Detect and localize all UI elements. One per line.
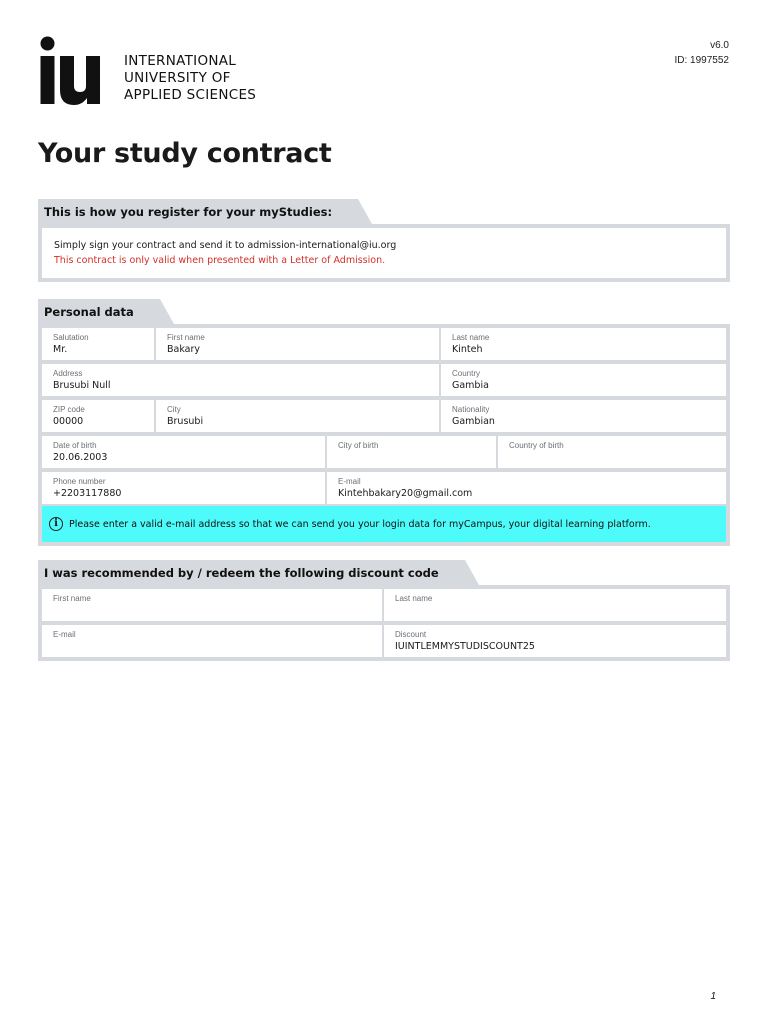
field-label: ZIP code <box>53 405 85 414</box>
field-label: E-mail <box>53 630 76 639</box>
personal-data-section <box>38 299 730 546</box>
register-instruction-text: Simply sign your contract and send it to admission-international@iu.org <box>54 240 397 251</box>
city-of-birth-field[interactable] <box>327 436 496 468</box>
referral-heading: I was recommended by / redeem the following discount code <box>38 560 465 585</box>
referrer-name-row <box>42 589 726 621</box>
logo-line: APPLIED SCIENCES <box>124 87 257 103</box>
nationality-field[interactable] <box>441 400 726 432</box>
email-info-banner <box>42 506 726 542</box>
country-of-birth-field[interactable] <box>498 436 726 468</box>
page-number: 1 <box>710 991 716 1002</box>
name-row <box>42 328 726 360</box>
validity-warning: This contract is only valid when presented with a Letter of Admission. <box>54 255 386 266</box>
referrer-contact-row <box>42 625 726 657</box>
document-meta <box>675 38 730 68</box>
university-logo <box>39 36 279 108</box>
field-value: Bakary <box>167 344 201 355</box>
last-name-field[interactable] <box>441 328 726 360</box>
address-field[interactable] <box>42 364 439 396</box>
country-field[interactable] <box>441 364 726 396</box>
field-label: First name <box>53 594 91 603</box>
logo-wordmark <box>124 53 256 104</box>
field-value: 20.06.2003 <box>53 452 108 463</box>
field-label: Last name <box>395 594 433 603</box>
field-label: Phone number <box>53 477 106 486</box>
field-value: +2203117880 <box>53 488 122 499</box>
first-name-field[interactable] <box>156 328 439 360</box>
field-label: Salutation <box>53 333 89 342</box>
register-instructions <box>42 228 726 278</box>
field-value: Brusubi Null <box>53 380 111 391</box>
date-of-birth-field[interactable] <box>42 436 325 468</box>
info-banner-text: Please enter a valid e-mail address so that we can send you your login data for myCampus, your digital learning platform. <box>69 518 651 530</box>
register-frame <box>38 224 730 282</box>
phone-number-field[interactable] <box>42 472 325 504</box>
field-value: Kintehbakary20@gmail.com <box>338 488 473 499</box>
discount-code-field[interactable] <box>384 625 726 657</box>
version-label: v6.0 <box>710 40 729 51</box>
field-label: First name <box>167 333 205 342</box>
location-row <box>42 400 726 432</box>
birth-row <box>42 436 726 468</box>
field-label: Date of birth <box>53 441 97 450</box>
field-label: City <box>167 405 181 414</box>
iu-logo-icon <box>39 36 111 106</box>
page-title: Your study contract <box>38 138 332 169</box>
field-value: IUINTLEMMYSTUDISCOUNT25 <box>395 641 535 652</box>
referrer-last-name-field[interactable] <box>384 589 726 621</box>
referral-frame <box>38 585 730 661</box>
zip-code-field[interactable] <box>42 400 154 432</box>
register-heading: This is how you register for your myStudies: <box>38 199 358 224</box>
field-label: Last name <box>452 333 490 342</box>
field-label: Country <box>452 369 481 378</box>
field-label: Country of birth <box>509 441 564 450</box>
referrer-first-name-field[interactable] <box>42 589 382 621</box>
field-value: Brusubi <box>167 416 204 427</box>
logo-line: UNIVERSITY OF <box>124 70 231 86</box>
field-value: Gambia <box>452 380 489 391</box>
document-id: ID: 1997552 <box>674 55 729 66</box>
email-field[interactable] <box>327 472 726 504</box>
contact-row <box>42 472 726 504</box>
field-value: Mr. <box>53 344 68 355</box>
city-field[interactable] <box>156 400 439 432</box>
address-row <box>42 364 726 396</box>
referral-section <box>38 560 730 661</box>
field-label: E-mail <box>338 477 361 486</box>
field-label: Address <box>53 369 83 378</box>
logo-line: INTERNATIONAL <box>124 53 237 69</box>
register-section <box>38 199 730 282</box>
referrer-email-field[interactable] <box>42 625 382 657</box>
personal-data-grid <box>42 328 726 504</box>
personal-data-heading: Personal data <box>38 299 160 324</box>
personal-data-frame <box>38 324 730 546</box>
field-value: 00000 <box>53 416 84 427</box>
field-value: Gambian <box>452 416 495 427</box>
field-value: Kinteh <box>452 344 483 355</box>
field-label: Nationality <box>452 405 490 414</box>
field-label: City of birth <box>338 441 379 450</box>
salutation-field[interactable] <box>42 328 154 360</box>
info-icon: i <box>49 517 63 531</box>
referral-grid <box>42 589 726 657</box>
field-label: Discount <box>395 630 427 639</box>
